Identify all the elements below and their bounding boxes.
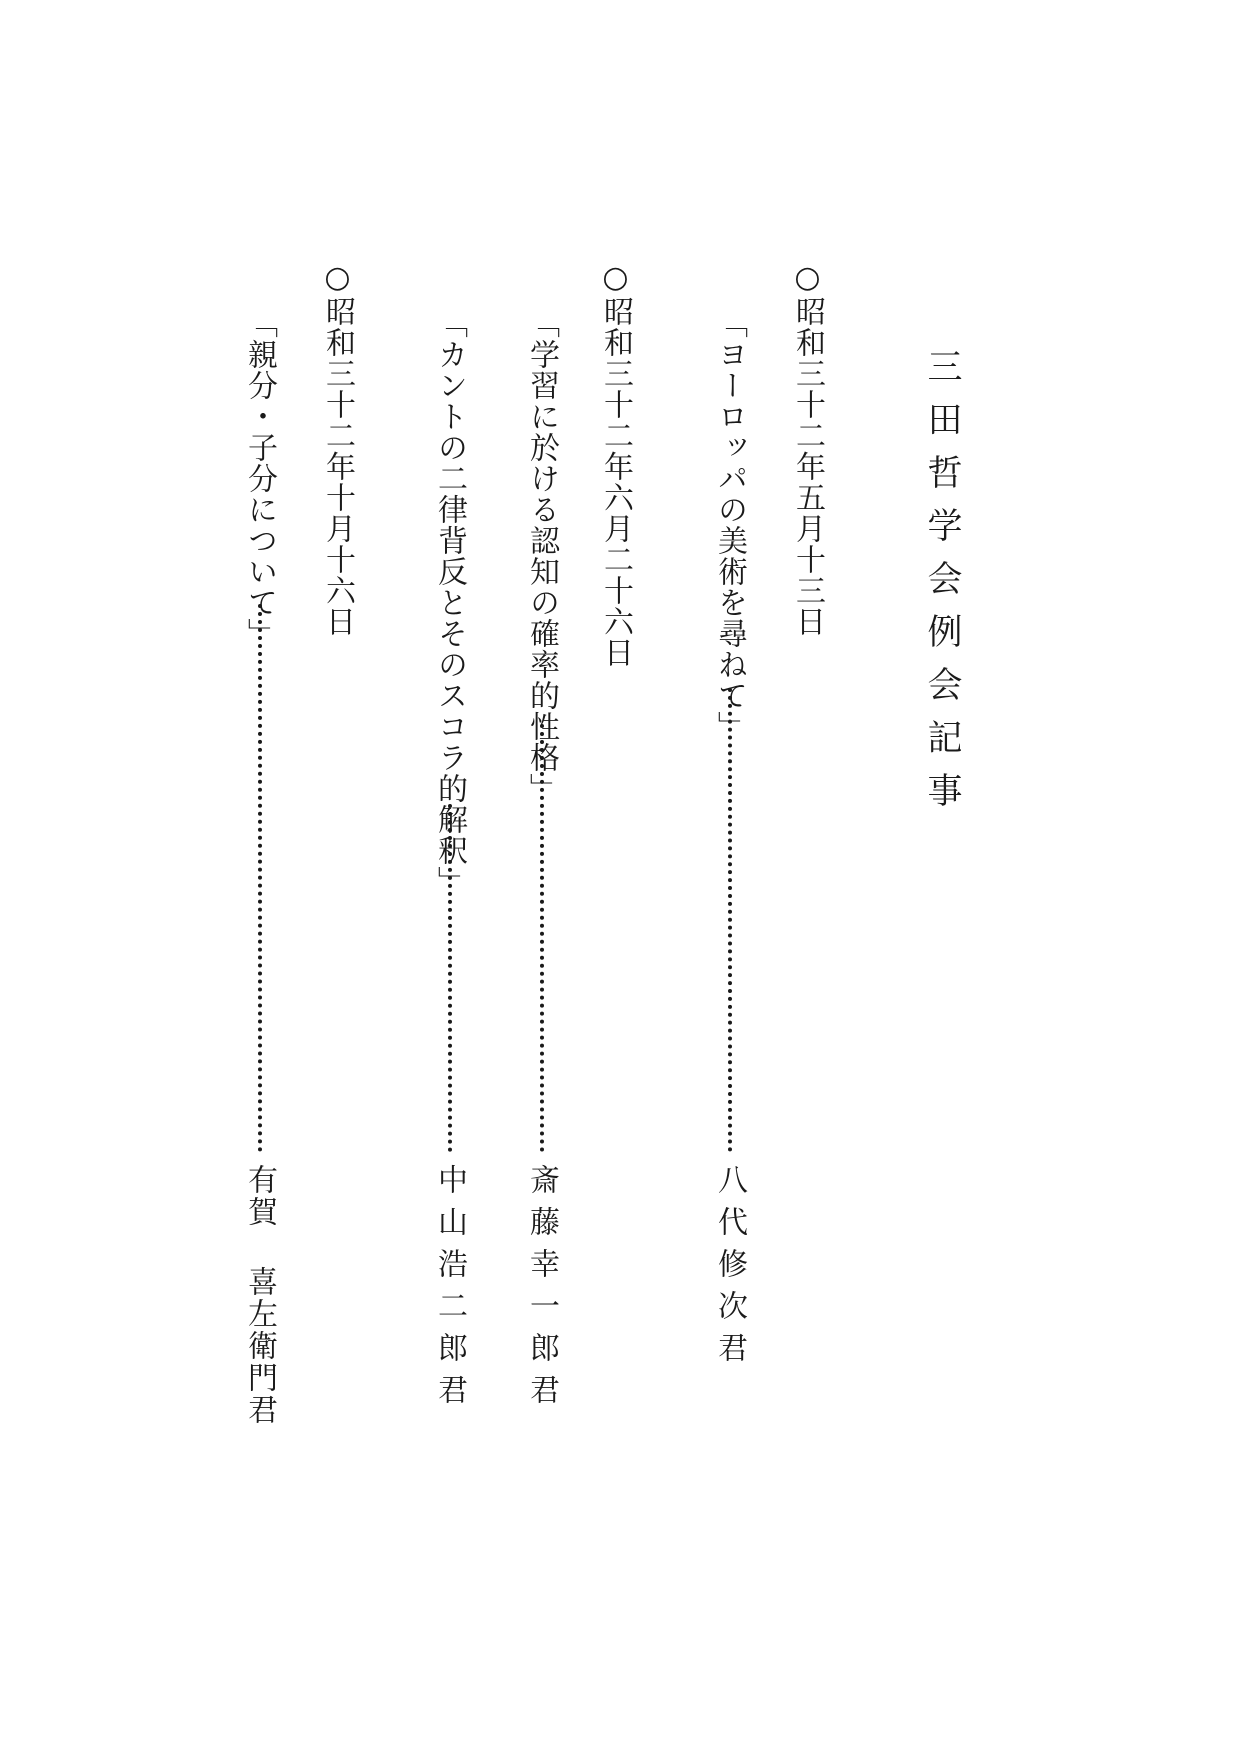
speaker-name: 八代修次君 (712, 1164, 747, 1374)
leader-dots (728, 688, 732, 1152)
leader-dots (448, 804, 452, 1152)
talk-title: 「学習に於ける認知の確率的性格」 (524, 308, 559, 804)
page-title: 三田哲学会例会記事 (922, 348, 962, 825)
talk-title: 「ヨーロッパの美術を尋ねて」 (712, 308, 747, 742)
talk-title: 「親分・子分について」 (242, 308, 277, 649)
talk-entry (522, 308, 562, 1438)
leader-dots (258, 604, 262, 1152)
talk-entry (430, 308, 470, 1438)
talk-entry (240, 308, 280, 1438)
talk-title: 「カントの二律背反とそのスコラ的解釈」 (432, 308, 467, 897)
meeting-date: ○昭和三十二年六月二十六日 (598, 260, 633, 668)
speaker-surname: 有賀 (242, 1164, 277, 1228)
speaker-name: 中山浩二郎君 (432, 1164, 467, 1416)
meeting-date: ○昭和三十二年十月十六日 (320, 260, 355, 637)
meeting-date: ○昭和三十二年五月十三日 (790, 260, 825, 637)
talk-entry (710, 308, 750, 1438)
speaker-given-name: 喜左衛門君 (242, 1266, 277, 1426)
speaker-name (242, 1164, 277, 1426)
leader-dots (540, 724, 544, 1152)
speaker-name: 斎藤幸一郎君 (524, 1164, 559, 1416)
